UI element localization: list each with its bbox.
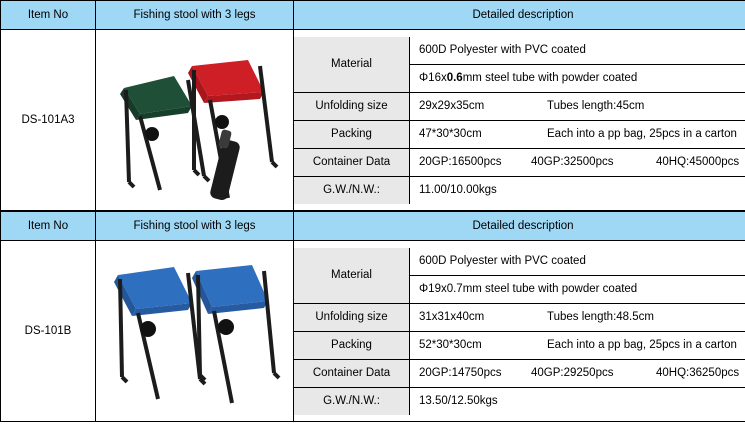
value-packing-note-2: Each into a pp bag, 25pcs in a carton (547, 339, 737, 351)
spec-row-packing-2 (294, 331, 745, 359)
carry-pouch-icon (209, 129, 241, 201)
label-container-data-1: Container Data (294, 148, 410, 176)
value-material-line1-2: 600D Polyester with PVC coated (410, 248, 745, 276)
value-container-40hq-2: 40HQ:36250pcs (656, 367, 740, 379)
header-description-1: Detailed description (294, 1, 745, 30)
value-material-post-1: mm steel tube with powder coated (462, 72, 638, 84)
value-packing-size-2: 52*30*30cm (419, 339, 482, 351)
header-item-no-2: Item No (1, 212, 96, 241)
product-row-1 (1, 30, 745, 211)
value-container-20gp-1: 20GP:16500pcs (419, 156, 502, 168)
label-material-2: Material (294, 248, 410, 304)
value-unfolding-dims-2: 31x31x40cm (419, 311, 485, 323)
value-container-data-2 (410, 359, 745, 387)
label-unfolding-size-2: Unfolding size (294, 303, 410, 331)
spec-row-material-a-2 (294, 248, 745, 276)
value-packing-note-1: Each into a pp bag, 25pcs in a carton (547, 128, 737, 140)
value-container-40gp-1: 40GP:32500pcs (531, 156, 614, 168)
header-product-2: Fishing stool with 3 legs (96, 212, 294, 241)
spec-row-container-1 (294, 148, 745, 176)
label-container-data-2: Container Data (294, 359, 410, 387)
spec-row-unfolding-2 (294, 303, 745, 331)
stool-illustration-2 (96, 241, 289, 416)
value-container-40hq-1: 40HQ:45000pcs (656, 156, 740, 168)
label-unfolding-size-1: Unfolding size (294, 92, 410, 120)
value-unfolding-size-1 (410, 92, 745, 120)
spec-row-packing-1 (294, 120, 745, 148)
label-material-1: Material (294, 37, 410, 93)
value-gw-nw-1: 11.00/10.00kgs (410, 176, 745, 204)
header-description-2: Detailed description (294, 212, 745, 241)
table-header-row-2 (1, 212, 745, 241)
value-unfolding-dims-1: 29x29x35cm (419, 100, 485, 112)
label-packing-2: Packing (294, 331, 410, 359)
description-cell-1 (294, 30, 745, 211)
value-tubes-length-1: Tubes length:45cm (547, 100, 645, 112)
value-packing-1 (410, 120, 745, 148)
product-row-2 (1, 241, 745, 422)
spec-row-gwnw-2 (294, 387, 745, 415)
value-container-20gp-2: 20GP:14750pcs (419, 367, 502, 379)
value-material-pre-2: Φ19x0.7mm steel tube with powder coated (419, 283, 638, 295)
table-header-row-1 (1, 1, 745, 30)
value-unfolding-size-2 (410, 303, 745, 331)
description-cell-2 (294, 241, 745, 422)
spec-row-unfolding-1 (294, 92, 745, 120)
value-material-line2-2 (410, 275, 745, 303)
value-packing-2 (410, 331, 745, 359)
fishing-stool-red-green-with-pouch-icon (96, 30, 289, 210)
value-container-40gp-2: 40GP:29250pcs (531, 367, 614, 379)
spec-row-gwnw-1 (294, 176, 745, 204)
product-image-1 (96, 30, 294, 211)
value-tubes-length-2: Tubes length:48.5cm (547, 311, 654, 323)
item-no-value-2: DS-101B (1, 241, 96, 422)
value-material-pre-1: Φ16x (419, 72, 447, 84)
value-material-line1-1: 600D Polyester with PVC coated (410, 37, 745, 65)
stool-illustration-1 (96, 30, 289, 210)
header-product-1: Fishing stool with 3 legs (96, 1, 294, 30)
spec-details-2 (294, 248, 745, 415)
product-image-2 (96, 241, 294, 422)
product-table-1 (0, 0, 745, 211)
fishing-stool-blue-pair-icon (96, 241, 289, 421)
label-gw-nw-1: G.W./N.W.: (294, 176, 410, 204)
label-gw-nw-2: G.W./N.W.: (294, 387, 410, 415)
value-material-line2-1 (410, 64, 745, 92)
value-packing-size-1: 47*30*30cm (419, 128, 482, 140)
item-no-value-1: DS-101A3 (1, 30, 96, 211)
value-gw-nw-2: 13.50/12.50kgs (410, 387, 745, 415)
spec-row-container-2 (294, 359, 745, 387)
header-item-no-1: Item No (1, 1, 96, 30)
value-material-bold-1: 0.6 (446, 72, 463, 84)
spec-row-material-a-1 (294, 37, 745, 65)
label-packing-1: Packing (294, 120, 410, 148)
value-container-data-1 (410, 148, 745, 176)
product-table-2 (0, 211, 745, 422)
spec-details-1 (294, 37, 745, 204)
